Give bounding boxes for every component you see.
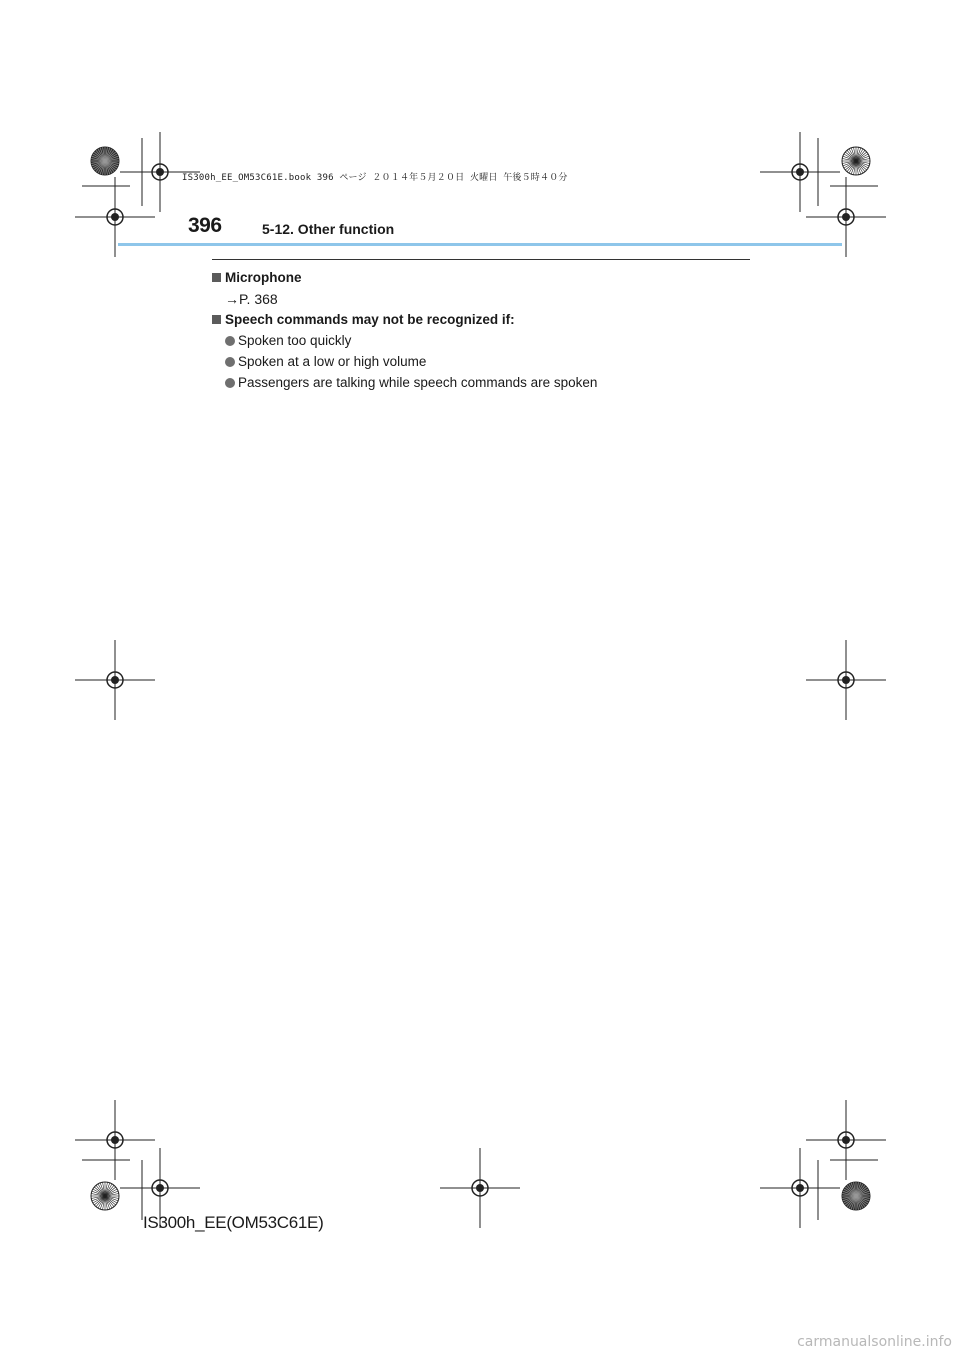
header-rule [118,243,842,246]
list-item [225,331,752,352]
page-reference-link[interactable]: →P. 368 [225,291,278,307]
print-info-line: IS300h_EE_OM53C61E.book 396 ページ ２０１４年５月２０日 火曜日 午後５時４０分 [182,173,568,183]
page-number: 396 [188,214,222,237]
circle-bullet-icon [225,357,235,367]
list-item-text: Spoken at a low or high volume [238,354,427,369]
list-item [225,352,752,373]
section-title: 5-12. Other function [262,221,395,237]
speech-heading-text: Speech commands may not be recognized if: [225,312,515,327]
microphone-heading [212,268,752,289]
microphone-heading-text: Microphone [225,270,302,285]
starburst-icon [91,1182,119,1210]
starburst-icon [842,1182,870,1210]
content-body [212,268,752,394]
starburst-icon [91,147,119,175]
list-item [225,373,752,394]
list-item-text: Spoken too quickly [238,333,352,348]
model-code-footer: IS300h_EE(OM53C61E) [143,1213,324,1232]
watermark: carmanualsonline.info [797,1334,952,1350]
speech-heading [212,310,752,331]
circle-bullet-icon [225,336,235,346]
starburst-icon [842,147,870,175]
content-divider [212,259,750,260]
circle-bullet-icon [225,378,235,388]
square-bullet-icon [212,315,221,324]
square-bullet-icon [212,273,221,282]
list-item-text: Passengers are talking while speech commands are spoken [238,375,598,390]
